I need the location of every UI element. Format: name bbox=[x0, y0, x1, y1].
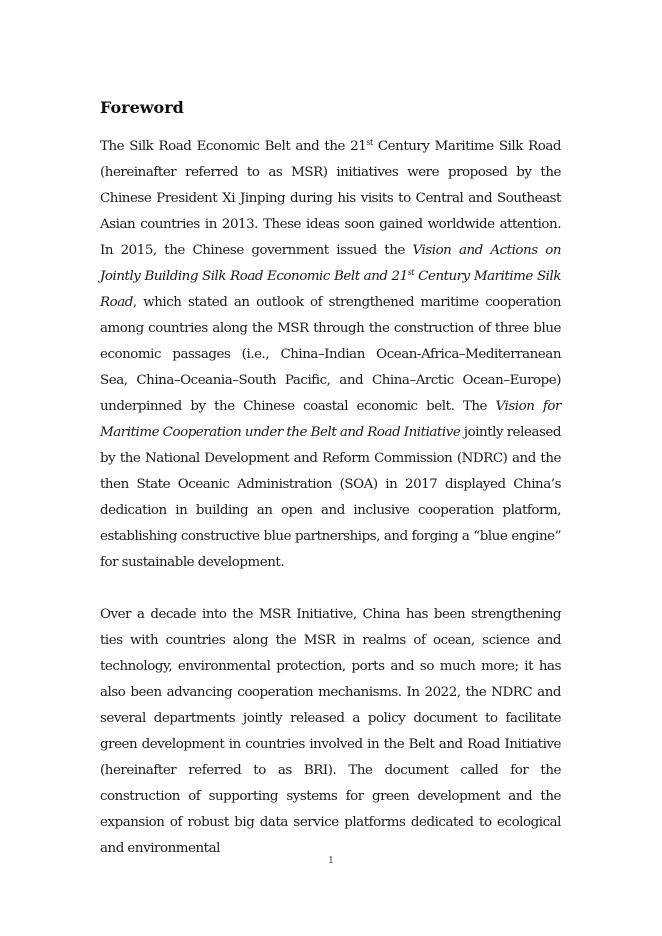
para1-segment-3: , which stated an outlook of strengthened maritime cooperation among countries along the MSR through the construction of three blue economic passages (i.e., China–Indian Ocean-Africa–Mediterranean Sea, China–Oceania–South Pacific, and China–Arctic Ocean–Europe) underpinned by the Chinese coastal economic belt. The bbox=[100, 295, 561, 414]
para1-segment-2: Century Maritime Silk Road (hereinafter referred to as MSR) initiatives were proposed by the Chinese President Xi Jinping during his visits to Central and Southeast Asian countries in 2013. These ideas soon gained worldwide attention. In 2015, the Chinese government issued the bbox=[100, 139, 561, 258]
paragraph-foreword-2: Over a decade into the MSR Initiative, China has been strengthening ties with countries along the MSR in realms of ocean, science and technology, environmental protection, ports and so much more; it has also been advancing cooperation mechanisms. In 2022, the NDRC and several departments jointly released a policy document to facilitate green development in countries involved in the Belt and Road Initiative (hereinafter referred to as BRI). The document called for the construction of supporting systems for green development and the expansion of robust big data service platforms dedicated to ecological and environmental bbox=[100, 607, 561, 856]
para1-segment-1: The Silk Road Economic Belt and the 21 bbox=[100, 139, 367, 154]
para1-italic-title-2: Vision for Maritime Cooperation under the Belt and Road Initiative bbox=[100, 399, 561, 440]
page-title: Foreword bbox=[100, 98, 184, 117]
para1-italic-segment-1: Vision and Actions on Jointly Building Silk Road Economic Belt and 21 bbox=[100, 243, 561, 284]
para1-italic-segment-2: Century Maritime Silk Road bbox=[100, 269, 562, 310]
page-number: 1 bbox=[328, 856, 334, 866]
paragraph-foreword-1 bbox=[100, 134, 561, 576]
para1-superscript-1: st bbox=[366, 138, 373, 147]
para1-segment-4: jointly released by the National Development and Reform Commission (NDRC) and the then State Oceanic Administration (SOA) in 2017 displayed China’s dedication in building an open and inclusive cooperation platform, establishing constructive blue partnerships, and forging a “blue engine” for sustainable development. bbox=[100, 425, 561, 570]
para1-superscript-2: st bbox=[407, 268, 415, 277]
